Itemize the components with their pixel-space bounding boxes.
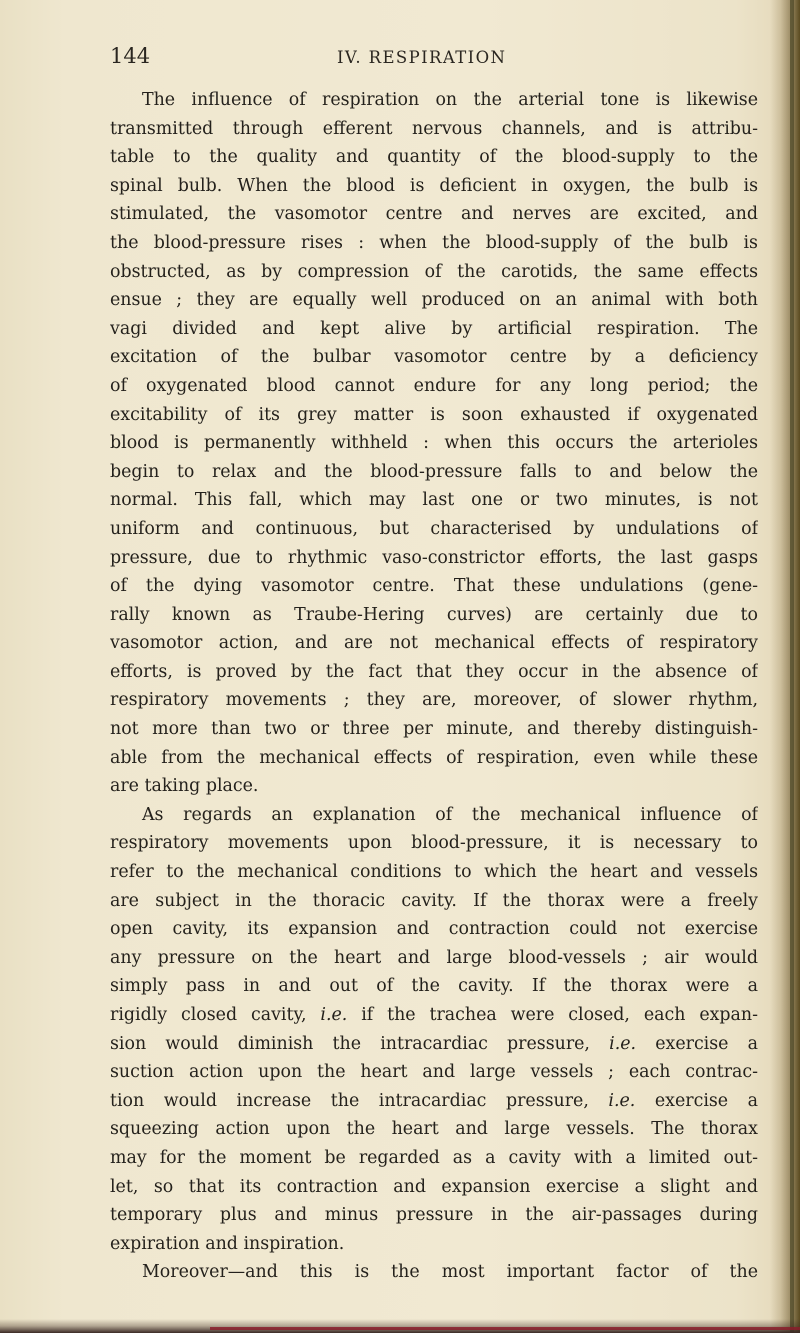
text-line: blood is permanently withheld : when this occurs the arterioles	[110, 433, 758, 454]
text-line: tion would increase the intracardiac pressure, i.e. exercise a	[110, 1090, 758, 1111]
text-line: excitability of its grey matter is soon exhausted if oxygenated	[110, 404, 758, 425]
text-line: begin to relax and the blood-pressure falls to and below the	[110, 461, 758, 482]
text-line: vagi divided and kept alive by artificial respiration. The	[110, 318, 758, 339]
text-line: respiratory movements upon blood-pressure, it is necessary to	[110, 833, 758, 854]
text-line: able from the mechanical effects of respiration, even while these	[110, 747, 758, 768]
text-line: refer to the mechanical conditions to which the heart and vessels	[110, 862, 758, 883]
text-line: As regards an explanation of the mechanical influence of	[142, 804, 758, 825]
text-line: rigidly closed cavity, i.e. if the trachea were closed, each expan-	[110, 1005, 758, 1025]
text-line: open cavity, its expansion and contraction could not exercise	[110, 919, 758, 940]
text-line: stimulated, the vasomotor centre and nerves are excited, and	[110, 204, 758, 225]
text-line: of oxygenated blood cannot endure for any long period; the	[110, 375, 758, 396]
text-line: simply pass in and out of the cavity. If the thorax were a	[110, 976, 758, 997]
italic-abbreviation: i.e.	[320, 1005, 348, 1025]
text-line: obstructed, as by compression of the carotids, the same effects	[110, 261, 758, 282]
text-line: any pressure on the heart and large blood-vessels ; air would	[110, 947, 758, 968]
running-head: IV. RESPIRATION	[337, 48, 507, 67]
text-line: The influence of respiration on the arterial tone is likewise	[142, 90, 758, 110]
text-line: rally known as Traube-Hering curves) are certainly due to	[110, 604, 758, 625]
book-spine	[790, 0, 794, 1333]
text-line: the blood-pressure rises : when the blood-supply of the bulb is	[110, 232, 758, 253]
text-line: suction action upon the heart and large vessels ; each contrac-	[110, 1062, 758, 1083]
text-line: vasomotor action, and are not mechanical effects of respiratory	[110, 633, 758, 654]
text-line: respiratory movements ; they are, moreover, of slower rhythm,	[110, 690, 758, 711]
italic-abbreviation: i.e.	[609, 1033, 637, 1054]
page-number: 144	[110, 44, 151, 68]
text-line: ensue ; they are equally well produced on an animal with both	[110, 290, 758, 311]
text-line: Moreover—and this is the most important factor of the	[142, 1262, 758, 1283]
text-line: of the dying vasomotor centre. That these undulations (gene-	[110, 576, 758, 597]
page-right-edge	[770, 0, 800, 1333]
body-text	[110, 86, 758, 1287]
text-line: transmitted through efferent nervous channels, and is attribu-	[110, 118, 758, 139]
text-line: spinal bulb. When the blood is deficient in oxygen, the bulb is	[110, 175, 758, 196]
text-line: pressure, due to rhythmic vaso-constrictor efforts, the last gasps	[110, 547, 758, 568]
text-line: not more than two or three per minute, and thereby distinguish-	[110, 719, 758, 740]
text-line: table to the quality and quantity of the blood-supply to the	[110, 147, 758, 168]
italic-abbreviation: i.e.	[608, 1090, 636, 1111]
text-line: efforts, is proved by the fact that they occur in the absence of	[110, 661, 758, 682]
text-line: let, so that its contraction and expansion exercise a slight and	[110, 1176, 758, 1197]
text-line: are taking place.	[110, 776, 259, 797]
text-line: temporary plus and minus pressure in the air-passages during	[110, 1205, 758, 1226]
page-bottom-edge	[0, 1319, 800, 1333]
text-line: uniform and continuous, but characterised by undulations of	[110, 518, 758, 539]
text-line: squeezing action upon the heart and large vessels. The thorax	[110, 1119, 758, 1140]
text-line: may for the moment be regarded as a cavity with a limited out-	[110, 1147, 758, 1168]
text-line: expiration and inspiration.	[110, 1233, 345, 1254]
text-line: excitation of the bulbar vasomotor centre by a deficiency	[110, 347, 758, 368]
text-line: normal. This fall, which may last one or two minutes, is not	[110, 490, 758, 511]
text-line: are subject in the thoracic cavity. If the thorax were a freely	[110, 890, 758, 911]
text-line: sion would diminish the intracardiac pressure, i.e. exercise a	[110, 1033, 758, 1054]
cover-stripe	[210, 1327, 800, 1330]
